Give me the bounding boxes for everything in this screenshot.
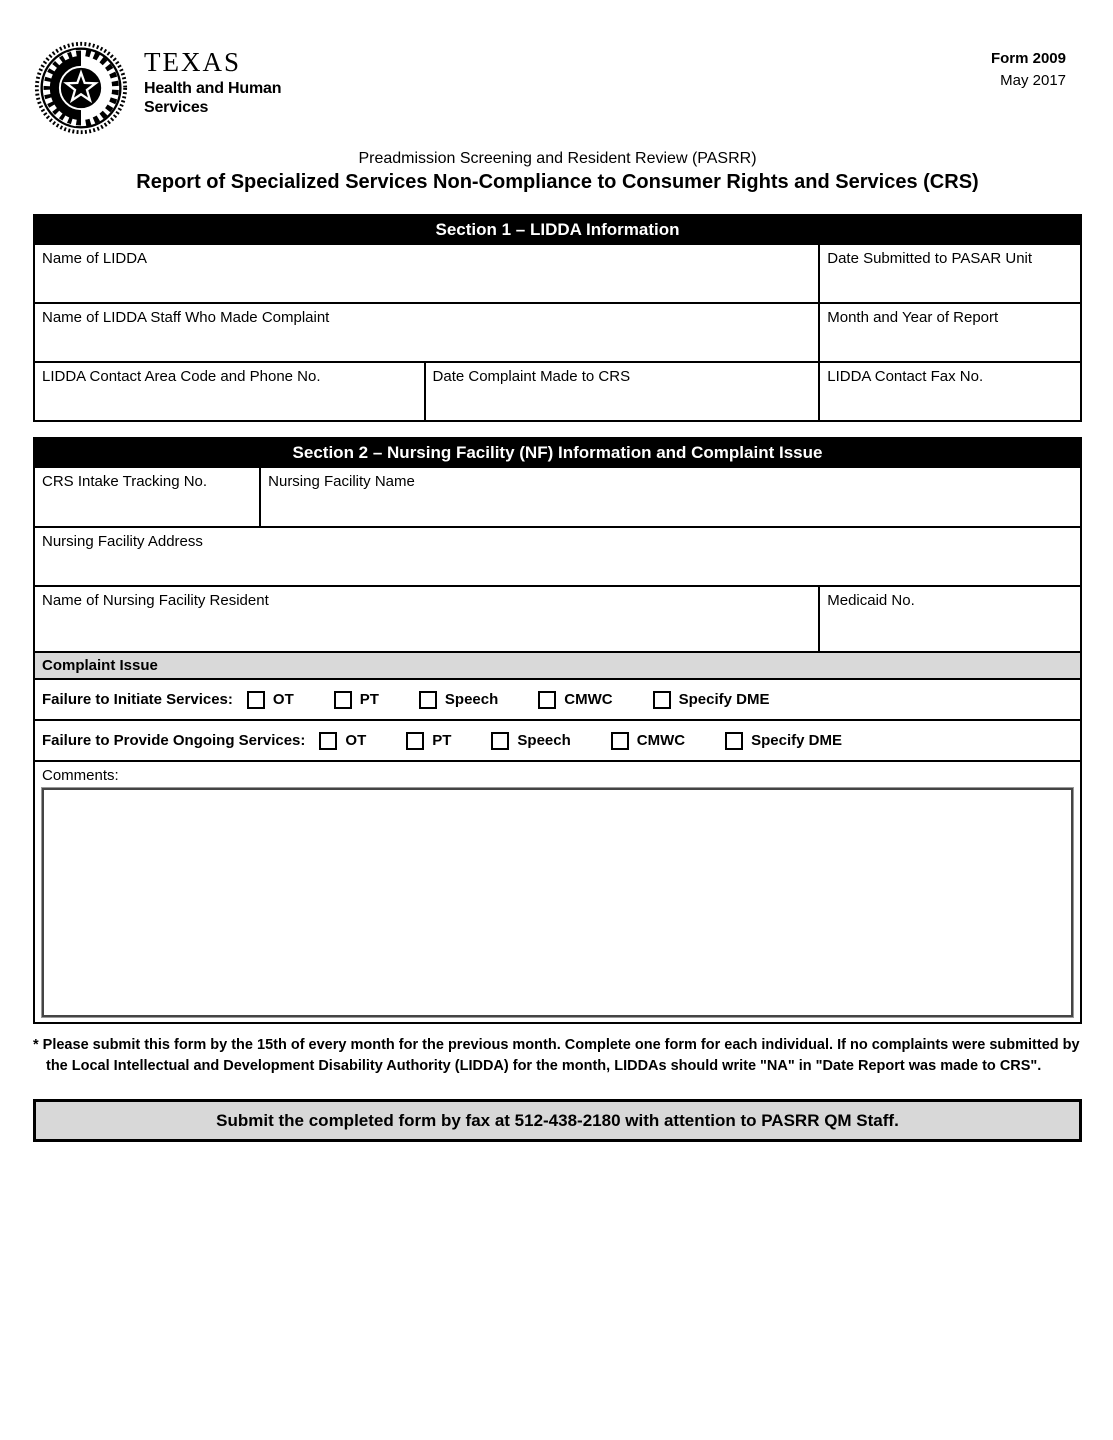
field-nursing-facility-resident-label: Name of Nursing Facility Resident	[42, 592, 269, 609]
ongoing-cmwc-option	[611, 732, 685, 750]
page-header	[33, 40, 1082, 138]
failure-initiate-row	[34, 679, 1081, 720]
initiate-speech-option	[419, 691, 498, 709]
brand-hhs-text	[144, 80, 281, 118]
field-nursing-facility-name-label: Nursing Facility Name	[268, 473, 415, 490]
failure-initiate-label: Failure to Initiate Services:	[42, 691, 233, 708]
form-meta	[991, 40, 1082, 92]
field-staff-who-made-complaint-label: Name of LIDDA Staff Who Made Complaint	[42, 309, 330, 326]
field-month-year-of-report-label: Month and Year of Report	[827, 309, 999, 326]
section2-header: Section 2 – Nursing Facility (NF) Information and Complaint Issue	[34, 438, 1081, 467]
field-date-submitted-pasar[interactable]	[819, 244, 1081, 303]
form-date: May 2017	[1000, 71, 1066, 89]
checkbox-initiate-speech[interactable]	[419, 691, 437, 709]
field-lidda-contact-fax[interactable]	[819, 362, 1081, 421]
title-block	[33, 150, 1082, 194]
comments-section	[34, 761, 1081, 1023]
field-lidda-contact-phone[interactable]	[34, 362, 425, 421]
ongoing-pt-label: PT	[432, 732, 452, 749]
form-subtitle: Preadmission Screening and Resident Review (PASRR)	[358, 150, 757, 167]
submission-footnote: * Please submit this form by the 15th of every month for the previous month. Complete one form for each individual. If no complaints were submitted by the Local Intellectual and Development Disability Authority (LIDDA) for the month, LIDDAs should write "NA" in "Date Report was made to CRS".	[33, 1037, 1080, 1074]
initiate-pt-option	[334, 691, 379, 709]
section2-table	[33, 437, 1082, 1024]
brand-wordmark	[144, 40, 281, 118]
comments-label: Comments:	[42, 767, 119, 784]
ongoing-cmwc-label: CMWC	[636, 732, 686, 749]
brand-texas-text: TEXAS	[144, 47, 241, 77]
initiate-specify-dme-option	[653, 691, 770, 709]
texas-hhs-seal-icon	[33, 40, 129, 136]
texas-hhs-brand	[33, 40, 281, 136]
checkbox-initiate-specify-dme[interactable]	[653, 691, 671, 709]
field-crs-intake-tracking-no-label: CRS Intake Tracking No.	[42, 473, 208, 490]
field-lidda-contact-phone-label: LIDDA Contact Area Code and Phone No.	[42, 368, 321, 385]
page-title: Report of Specialized Services Non-Compliance to Consumer Rights and Services (CRS)	[136, 171, 979, 193]
section1-header: Section 1 – LIDDA Information	[34, 215, 1081, 244]
field-nursing-facility-resident[interactable]	[34, 586, 819, 652]
initiate-ot-option	[247, 691, 294, 709]
field-nursing-facility-address[interactable]	[34, 527, 1081, 586]
ongoing-pt-option	[406, 732, 451, 750]
checkbox-ongoing-ot[interactable]	[319, 732, 337, 750]
ongoing-speech-label: Speech	[517, 732, 571, 749]
field-lidda-contact-fax-label: LIDDA Contact Fax No.	[827, 368, 984, 385]
ongoing-specify-dme-label: Specify DME	[751, 732, 842, 749]
failure-ongoing-row	[34, 720, 1081, 761]
checkbox-ongoing-pt[interactable]	[406, 732, 424, 750]
ongoing-specify-dme-option	[725, 732, 842, 750]
checkbox-ongoing-speech[interactable]	[491, 732, 509, 750]
complaint-issue-header: Complaint Issue	[34, 652, 1081, 679]
ongoing-ot-option	[319, 732, 366, 750]
initiate-specify-dme-label: Specify DME	[678, 691, 770, 708]
field-date-submitted-pasar-label: Date Submitted to PASAR Unit	[827, 250, 1033, 267]
field-staff-who-made-complaint[interactable]	[34, 303, 819, 362]
fax-instruction-text: Submit the completed form by fax at 512-438-2180 with attention to PASRR QM Staff.	[216, 1110, 899, 1130]
checkbox-ongoing-cmwc[interactable]	[611, 732, 629, 750]
field-month-year-of-report[interactable]	[819, 303, 1081, 362]
checkbox-initiate-cmwc[interactable]	[538, 691, 556, 709]
brand-hhs-line2: Services	[144, 98, 209, 116]
field-nursing-facility-name[interactable]	[260, 467, 1081, 527]
initiate-speech-label: Speech	[444, 691, 499, 708]
initiate-ot-label: OT	[272, 691, 294, 708]
checkbox-initiate-ot[interactable]	[247, 691, 265, 709]
field-medicaid-no[interactable]	[819, 586, 1081, 652]
checkbox-ongoing-specify-dme[interactable]	[725, 732, 743, 750]
initiate-cmwc-option	[538, 691, 612, 709]
failure-ongoing-label: Failure to Provide Ongoing Services:	[42, 732, 306, 749]
checkbox-initiate-pt[interactable]	[334, 691, 352, 709]
section1-table	[33, 214, 1082, 422]
initiate-pt-label: PT	[359, 691, 379, 708]
field-nursing-facility-address-label: Nursing Facility Address	[42, 533, 203, 550]
brand-hhs-line1: Health and Human	[144, 80, 282, 97]
ongoing-ot-label: OT	[345, 732, 367, 749]
field-name-of-lidda[interactable]	[34, 244, 819, 303]
ongoing-speech-option	[491, 732, 570, 750]
field-name-of-lidda-label: Name of LIDDA	[42, 250, 148, 267]
field-date-complaint-made-label: Date Complaint Made to CRS	[432, 368, 631, 385]
field-date-complaint-made[interactable]	[425, 362, 820, 421]
initiate-cmwc-label: CMWC	[564, 691, 613, 708]
field-medicaid-no-label: Medicaid No.	[827, 592, 915, 609]
field-crs-intake-tracking-no[interactable]	[34, 467, 260, 527]
fax-instruction-bar	[33, 1099, 1082, 1142]
form-number: Form 2009	[990, 50, 1066, 67]
comments-textarea[interactable]	[42, 788, 1073, 1017]
